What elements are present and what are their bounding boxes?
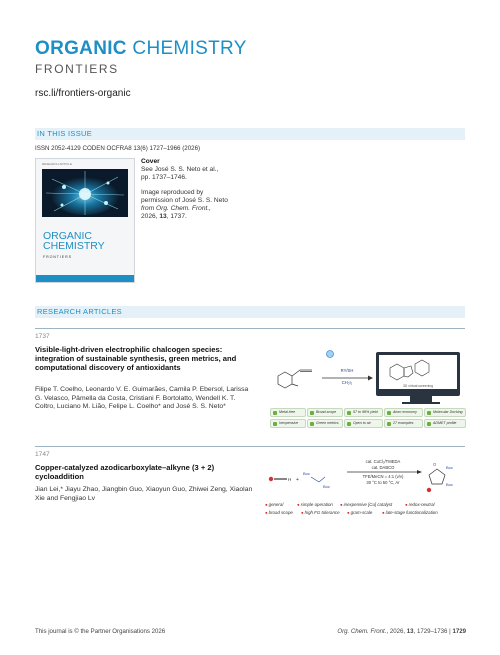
boc-label: Boc <box>446 482 453 487</box>
cover-subtitle: FRONTIERS <box>43 255 72 259</box>
cover-title: ORGANIC CHEMISTRY <box>43 230 105 252</box>
reagent-1: RY/SH <box>340 368 354 373</box>
article-authors: Filipe T. Coelho, Leonardo V. E. Guimarães, Camila P. Ebersol, Larissa G. Velasco, Pâmella da Costa, Cristiani F. Bortolatto, Wendell K. T. Coltro, Luciano M. Lião, Felipe L. Coelho* and José S. S. Neto* <box>35 386 249 411</box>
ga-pill: Broad scope <box>307 408 343 417</box>
check-icon <box>387 422 391 426</box>
article-page-number: 1737 <box>35 333 50 340</box>
svg-text:O: O <box>433 462 437 467</box>
feature-bullet: ● simple operation <box>297 502 333 507</box>
cover-artwork <box>42 169 128 217</box>
light-bulb-icon <box>327 351 334 358</box>
graphical-abstract-1[interactable] <box>270 346 465 441</box>
article-title[interactable]: Visible-light-driven electrophilic chalcogen species: integration of sustainable synthesis, green metrics, and computational discovery of antioxidants <box>35 345 237 373</box>
check-icon <box>273 422 277 426</box>
cover-caption: Cover See José S. S. Neto et al., pp. 1737–1746. Image reproduced by permission of José S. S. Neto from Org. Chem. Front., 2026, 13, 1737. <box>141 158 228 221</box>
feature-bullet: ● gram-scale <box>347 510 372 515</box>
boc-label: Boc <box>323 484 330 489</box>
article-divider <box>35 328 465 329</box>
ga-pill: Open to air <box>344 419 383 428</box>
journal-title: ORGANIC CHEMISTRY <box>35 38 247 59</box>
feature-bullet: ● broad scope <box>265 510 293 515</box>
journal-url[interactable]: rsc.li/frontiers-organic <box>35 88 131 99</box>
ga-pill: ADMET profile <box>424 419 466 428</box>
article-divider <box>35 446 465 447</box>
article-authors: Jian Lei,* Jiayu Zhao, Jiangbin Guo, Xiaoyun Guo, Zhiwei Zeng, Xiaolan Xie and Fengjiao Lv <box>35 486 253 502</box>
ga-pill: Metal-free <box>270 408 306 417</box>
condition-1: cat. CuCl₂/TMEDA <box>365 459 401 464</box>
footer-citation: Org. Chem. Front., 2026, 13, 1729–1736 | 1729 <box>337 628 466 635</box>
feature-bullet: ● inexpensive [Cu] catalyst <box>340 502 392 507</box>
reagent-2: CH₂I₂ <box>341 380 353 385</box>
graphical-abstract-2[interactable] <box>265 457 465 523</box>
boc-label: Boc <box>446 465 453 470</box>
check-icon <box>347 411 351 415</box>
ga-pill: Green metrics <box>307 419 343 428</box>
feature-bullet: ● general <box>265 502 283 507</box>
screen-caption: 3D virtual screening <box>403 384 433 388</box>
condition-4: 30 °C to 50 °C, Ar <box>366 480 400 485</box>
feature-bullet: ● high FG tolerance <box>301 510 340 515</box>
feature-bullet: ● redox-neutral <box>405 502 435 507</box>
check-icon <box>427 422 431 426</box>
feature-bullet: ● late-stage functionalization <box>382 510 438 515</box>
journal-subtitle: FRONTIERS <box>35 62 119 76</box>
issn-line: ISSN 2052-4129 CODEN OCFRA8 13(6) 1727–1966 (2026) <box>35 145 201 152</box>
ga-pill: Inexpensive <box>270 419 306 428</box>
condition-3: TFE/MeCN = 4:1 (v/v) <box>362 474 404 479</box>
boc-label: Boc <box>303 471 310 476</box>
ga-pill: 57 to 98% yield <box>344 408 383 417</box>
article-title[interactable]: Copper-catalyzed azodicarboxylate–alkyne (3 + 2) cycloaddition <box>35 463 215 482</box>
ga-pill: 27 examples <box>384 419 423 428</box>
svg-text:+: + <box>296 477 299 483</box>
condition-2: cat. DABCO <box>371 465 395 470</box>
in-this-issue-bar: IN THIS ISSUE <box>35 128 465 140</box>
check-icon <box>310 411 314 415</box>
cover-image[interactable] <box>35 158 135 283</box>
footer-copyright: This journal is © the Partner Organisations 2026 <box>35 628 166 635</box>
check-icon <box>310 422 314 426</box>
check-icon <box>273 411 277 415</box>
check-icon <box>347 422 351 426</box>
svg-text:H: H <box>288 477 292 482</box>
cover-footer-band <box>36 275 134 282</box>
check-icon <box>427 411 431 415</box>
article-page-number: 1747 <box>35 451 50 458</box>
ga-pill: Atom economy <box>384 408 423 417</box>
cover-top-line: RESEARCH ARTICLE <box>42 162 72 166</box>
ga-pill: Molecular Docking <box>424 408 466 417</box>
research-articles-bar: RESEARCH ARTICLES <box>35 306 465 318</box>
check-icon <box>387 411 391 415</box>
